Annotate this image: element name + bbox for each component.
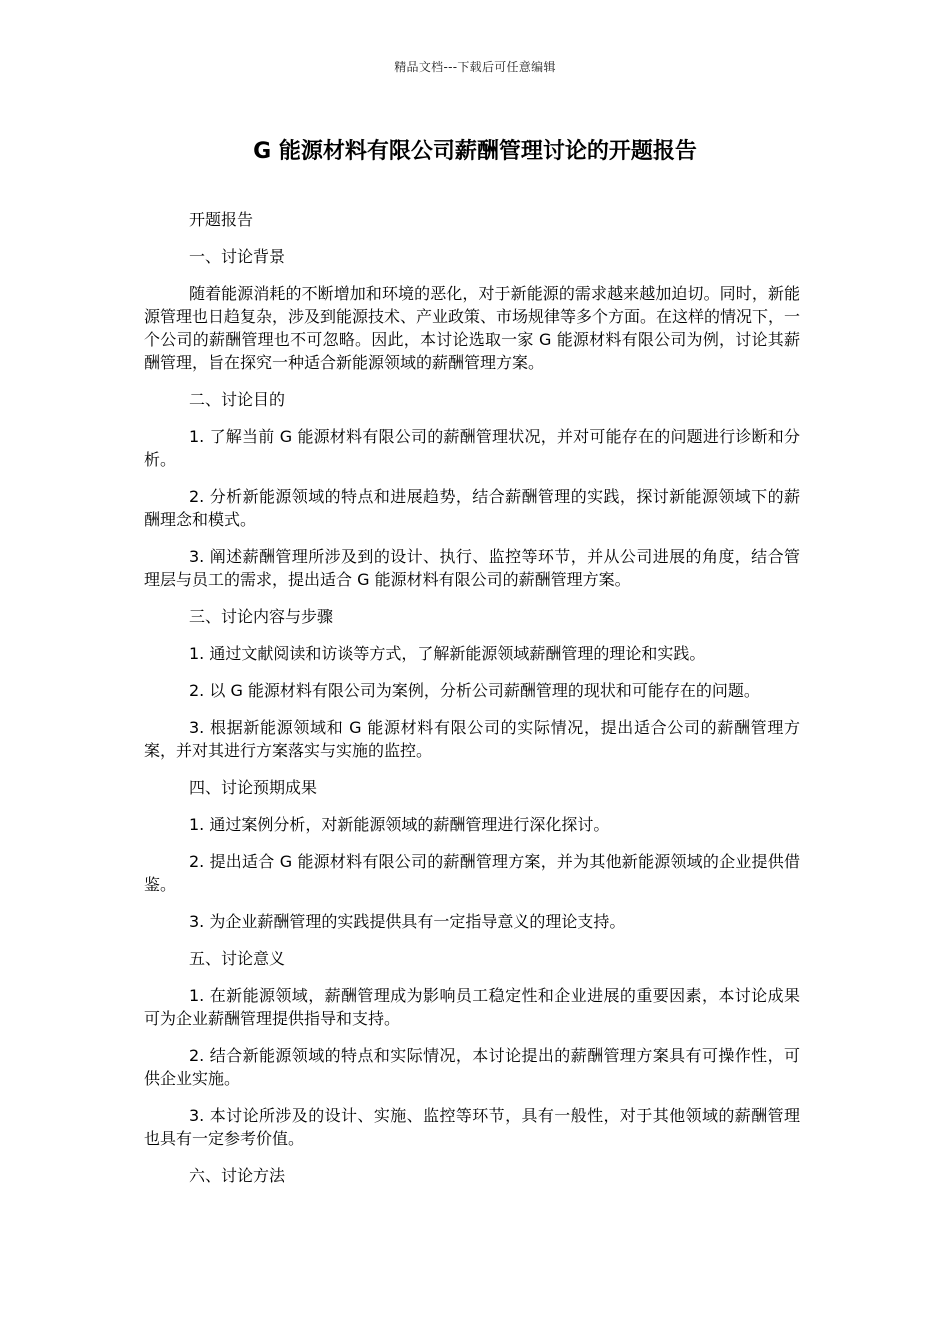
content-item-1: 1. 通过文献阅读和访谈等方式，了解新能源领域薪酬管理的理论和实践。 bbox=[189, 644, 706, 663]
section-heading-background: 一、讨论背景 bbox=[189, 247, 286, 266]
section-heading-methods: 六、讨论方法 bbox=[189, 1166, 286, 1185]
document-body bbox=[144, 208, 800, 1201]
significance-item-2: 2. 结合新能源领域的特点和实际情况，本讨论提出的薪酬管理方案具有可操作性，可供企业实施。 bbox=[144, 1046, 800, 1088]
section-heading-content-steps: 三、讨论内容与步骤 bbox=[189, 607, 334, 626]
content-item-3: 3. 根据新能源领域和 G 能源材料有限公司的实际情况，提出适合公司的薪酬管理方案，并对其进行方案落实与实施的监控。 bbox=[144, 718, 800, 760]
content-item-2: 2. 以 G 能源材料有限公司为案例，分析公司薪酬管理的现状和可能存在的问题。 bbox=[189, 681, 760, 700]
header-note: 精品文档---下载后可任意编辑 bbox=[394, 60, 556, 74]
purpose-item-2: 2. 分析新能源领域的特点和进展趋势，结合薪酬管理的实践，探讨新能源领域下的薪酬理念和模式。 bbox=[144, 487, 800, 529]
purpose-item-1: 1. 了解当前 G 能源材料有限公司的薪酬管理状况，并对可能存在的问题进行诊断和分析。 bbox=[144, 427, 800, 469]
significance-item-3: 3. 本讨论所涉及的设计、实施、监控等环节，具有一般性，对于其他领域的薪酬管理也具有一定参考价值。 bbox=[144, 1106, 800, 1148]
section-heading-significance: 五、讨论意义 bbox=[189, 949, 286, 968]
label-kaiti-baogao: 开题报告 bbox=[189, 210, 254, 229]
significance-item-1: 1. 在新能源领域，薪酬管理成为影响员工稳定性和企业进展的重要因素，本讨论成果可为企业薪酬管理提供指导和支持。 bbox=[144, 986, 800, 1028]
result-item-3: 3. 为企业薪酬管理的实践提供具有一定指导意义的理论支持。 bbox=[189, 912, 626, 931]
purpose-item-3: 3. 阐述薪酬管理所涉及到的设计、执行、监控等环节，并从公司进展的角度，结合管理层与员工的需求，提出适合 G 能源材料有限公司的薪酬管理方案。 bbox=[144, 547, 800, 589]
section-heading-purpose: 二、讨论目的 bbox=[189, 390, 286, 409]
document-title: G 能源材料有限公司薪酬管理讨论的开题报告 bbox=[253, 139, 697, 164]
section-heading-expected-results: 四、讨论预期成果 bbox=[189, 778, 318, 797]
background-paragraph: 随着能源消耗的不断增加和环境的恶化，对于新能源的需求越来越加迫切。同时，新能源管理也日趋复杂，涉及到能源技术、产业政策、市场规律等多个方面。在这样的情况下，一个公司的薪酬管理也不可忽略。因此，本讨论选取一家 G 能源材料有限公司为例，讨论其薪酬管理，旨在探究一种适合新能源领域的薪酬管理方案。 bbox=[144, 284, 801, 372]
result-item-2: 2. 提出适合 G 能源材料有限公司的薪酬管理方案，并为其他新能源领域的企业提供借鉴。 bbox=[144, 852, 800, 894]
result-item-1: 1. 通过案例分析，对新能源领域的薪酬管理进行深化探讨。 bbox=[189, 815, 610, 834]
